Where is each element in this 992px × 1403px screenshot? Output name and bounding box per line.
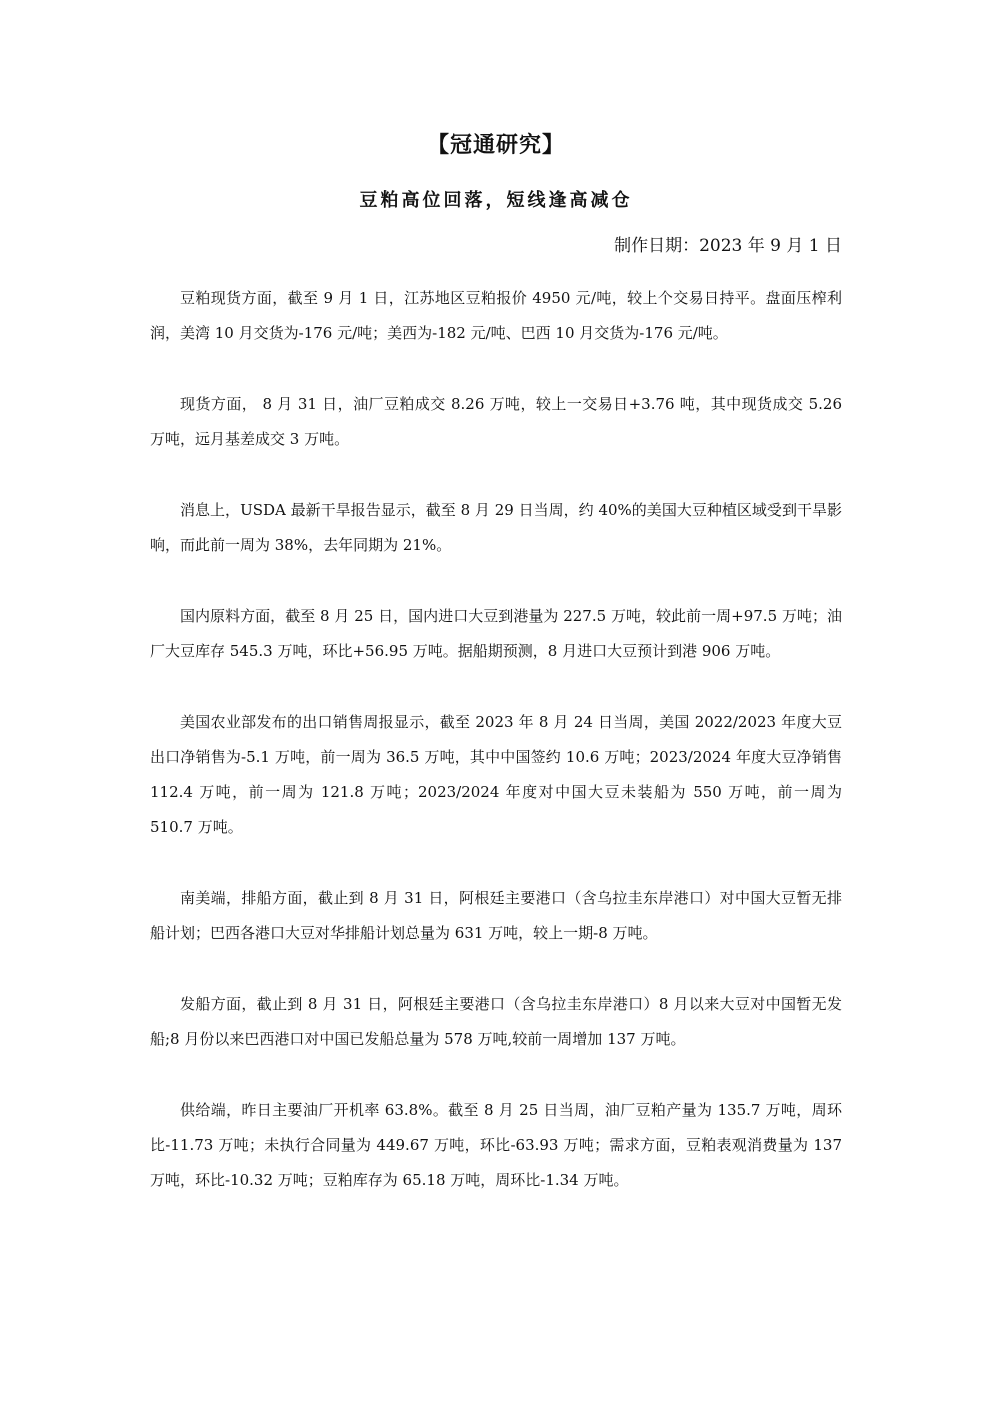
paragraph-usda-export: 美国农业部发布的出口销售周报显示，截至 2023 年 8 月 24 日当周，美国 2022/2023 年度大豆出口净销售为-5.1 万吨，前一周为 36.5 万吨，其中中国签约 10.6 万吨；2023/2024 年度大豆净销售 112.4 万吨，前一周为 121.8 万吨；2023/2024 年度对中国大豆未装船为 550 万吨，前一周为 510.7 万吨。 xyxy=(150,713,842,836)
paragraph-spot-trade: 现货方面， 8 月 31 日，油厂豆粕成交 8.26 万吨，较上一交易日+3.76 吨，其中现货成交 5.26 万吨，远月基差成交 3 万吨。 xyxy=(150,395,842,448)
paragraph-shipments: 发船方面，截止到 8 月 31 日，阿根廷主要港口（含乌拉圭东岸港口）8 月以来大豆对中国暂无发船;8 月份以来巴西港口对中国已发船总量为 578 万吨,较前一周增加 137 万吨。 xyxy=(150,995,842,1048)
report-body xyxy=(150,281,842,1234)
paragraph-domestic-supply: 国内原料方面，截至 8 月 25 日，国内进口大豆到港量为 227.5 万吨，较此前一周+97.5 万吨；油厂大豆库存 545.3 万吨，环比+56.95 万吨。据船期预测，8 月进口大豆预计到港 906 万吨。 xyxy=(150,607,842,660)
paragraph-drought-news: 消息上，USDA 最新干旱报告显示，截至 8 月 29 日当周，约 40%的美国大豆种植区域受到干旱影响，而此前一周为 38%，去年同期为 21%。 xyxy=(150,501,842,554)
paragraph-south-america-schedule: 南美端，排船方面，截止到 8 月 31 日，阿根廷主要港口（含乌拉圭东岸港口）对中国大豆暂无排船计划；巴西各港口大豆对华排船计划总量为 631 万吨，较上一期-8 万吨。 xyxy=(150,889,842,942)
report-date: 制作日期：2023 年 9 月 1 日 xyxy=(614,236,842,256)
paragraph-spot-price: 豆粕现货方面，截至 9 月 1 日，江苏地区豆粕报价 4950 元/吨，较上个交易日持平。盘面压榨利润，美湾 10 月交货为-176 元/吨；美西为-182 元/吨、巴西 10 月交货为-176 元/吨。 xyxy=(150,289,842,342)
report-headline: 豆粕高位回落，短线逢高减仓 xyxy=(359,190,633,211)
report-brand: 【冠通研究】 xyxy=(426,132,565,158)
paragraph-supply-demand: 供给端，昨日主要油厂开机率 63.8%。截至 8 月 25 日当周，油厂豆粕产量为 135.7 万吨，周环比-11.73 万吨；未执行合同量为 449.67 万吨，环比-63.93 万吨；需求方面，豆粕表观消费量为 137 万吨，环比-10.32 万吨；豆粕库存为 65.18 万吨，周环比-1.34 万吨。 xyxy=(150,1101,842,1189)
